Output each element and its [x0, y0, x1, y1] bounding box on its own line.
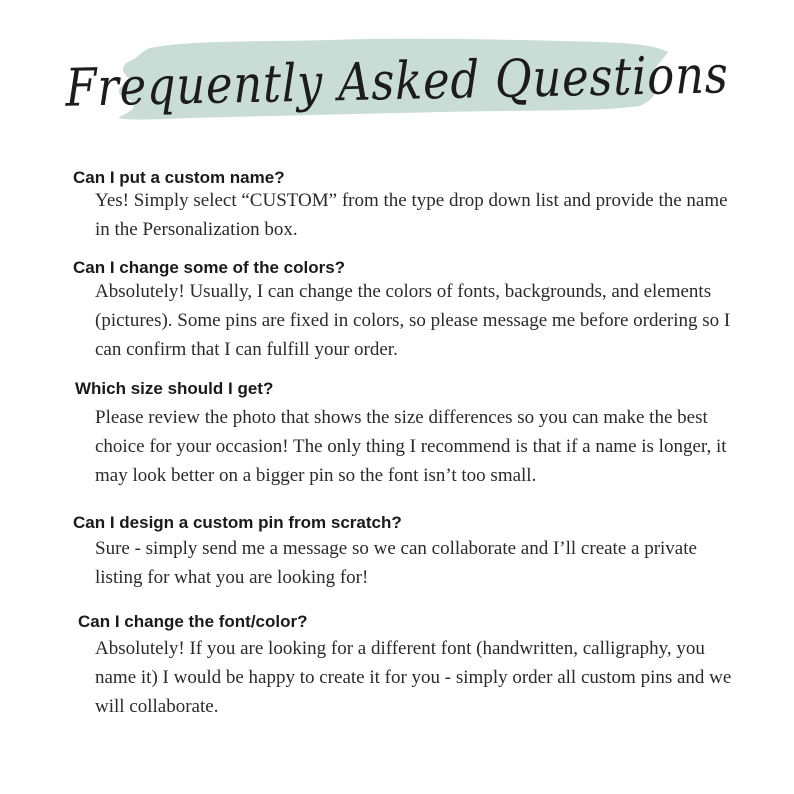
- faq-answer: Sure - simply send me a message so we can collaborate and I’ll create a private listing for what you are looking for!: [95, 538, 697, 588]
- faq-question: Can I put a custom name?: [73, 168, 285, 187]
- faq-answer: Please review the photo that shows the size differences so you can make the best choice for your occasion! The only thing I recommend is that if a name is longer, it may look better on a bigger pin so the font isn’t too small.: [95, 407, 727, 486]
- header: [0, 0, 794, 160]
- faq-question: Can I change the font/color?: [78, 612, 308, 631]
- faq-answer: Absolutely! If you are looking for a different font (handwritten, calligraphy, you name it) I would be happy to create it for you - simply order all custom pins and we will collaborate.: [95, 638, 732, 717]
- faq-question: Can I design a custom pin from scratch?: [73, 513, 402, 532]
- page-title: Frequently Asked Questions: [65, 45, 729, 119]
- faq-question: Which size should I get?: [75, 379, 274, 398]
- faq-answer: Yes! Simply select “CUSTOM” from the type drop down list and provide the name in the Personalization box.: [95, 190, 728, 240]
- faq-answer: Absolutely! Usually, I can change the colors of fonts, backgrounds, and elements (pictures). Some pins are fixed in colors, so please message me before ordering so I can confirm that I can fulfill your order.: [95, 281, 731, 360]
- faq-question: Can I change some of the colors?: [73, 258, 346, 277]
